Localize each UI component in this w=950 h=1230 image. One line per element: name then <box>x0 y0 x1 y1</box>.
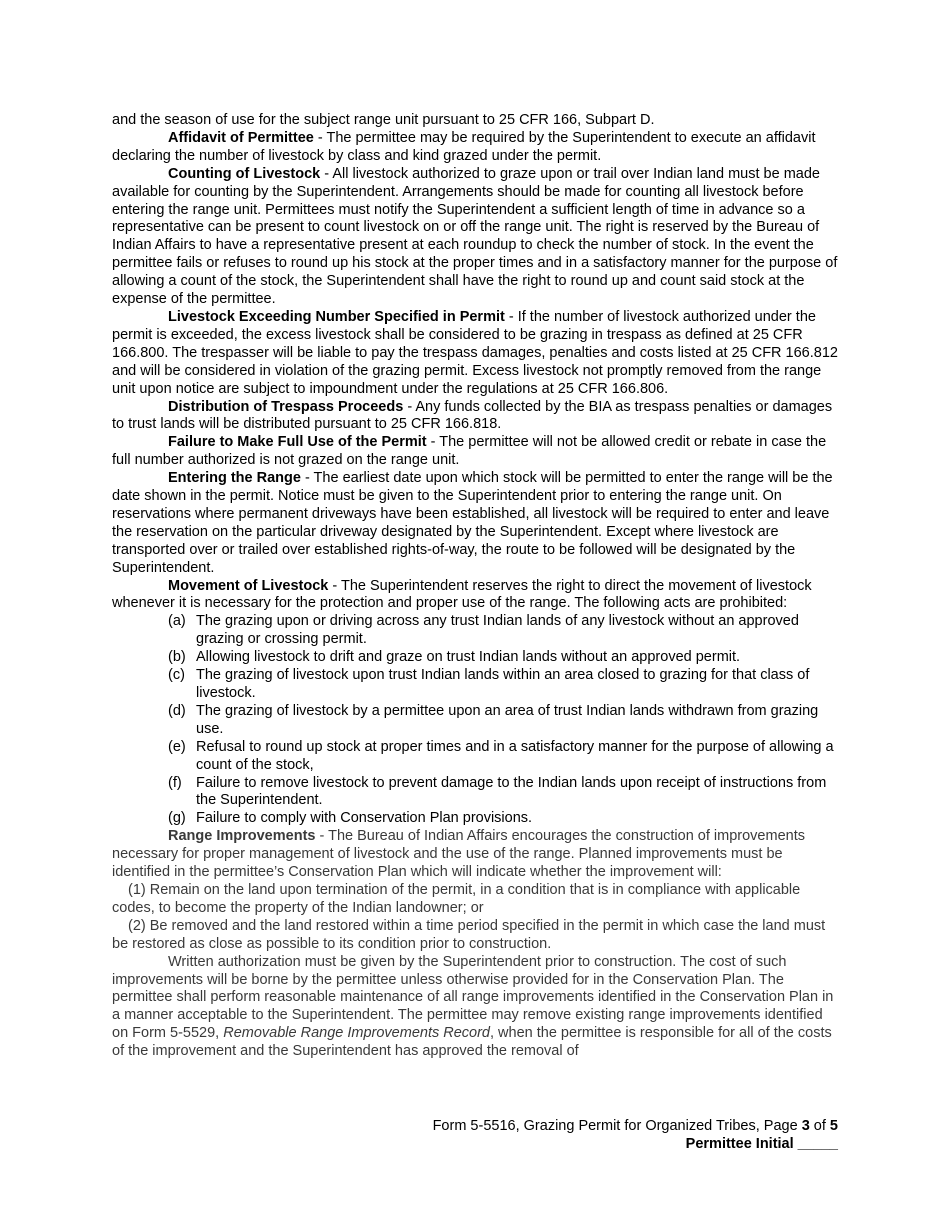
list-item <box>168 810 838 828</box>
failure-heading: Failure to Make Full Use of the Permit <box>168 434 427 451</box>
affidavit-text: - The permittee may be required by the Superintendent to execute an affidavit declaring the number of livestock by class and kind grazed under the permit. <box>112 129 816 164</box>
list-item-label: (c) <box>168 667 185 684</box>
movement-text: - The Superintendent reserves the right to direct the movement of livestock whenever it is necessary for the protection and proper use of the range. The following acts are prohibited: <box>112 577 812 612</box>
list-item-label: (f) <box>168 774 182 791</box>
range-improvements-paragraph <box>112 828 838 882</box>
entering-text: - The earliest date upon which stock will be permitted to enter the range will be the date shown in the permit. Notice must be given to the Superintendent prior to entering the range unit. On reservations where permanent driveways have been established, all livestock will be required to enter and leave the reservation on the particular driveway designated by the Superintendent. Except where livestock are transported over or trailed over established rights-of-way, the route to be followed will be designated by the Superintendent. <box>112 470 833 576</box>
failure-text: - The permittee will not be allowed credit or rebate in case the full number authorized is not grazed on the range unit. <box>112 434 827 469</box>
written-authorization-text: Written authorization must be given by the Superintendent prior to construction. The cost of such improvements will be borne by the permittee unless otherwise provided for in the Conservation Plan. The permittee shall perform reasonable maintenance of all range improvements identified in the Conservation Plan in a manner acceptable to the Superintendent. The permittee may remove existing range improvements identified on Form 5-5529, <box>112 953 834 1042</box>
list-item-label: (g) <box>168 810 186 827</box>
option-1-paragraph <box>112 882 838 918</box>
footer-page-number: 3 <box>801 1118 810 1134</box>
affidavit-heading: Affidavit of Permittee <box>168 129 314 146</box>
entering-paragraph <box>112 470 838 577</box>
list-item <box>168 703 838 739</box>
footer-form-title: Form 5-5516, Grazing Permit for Organized Tribes, Page <box>432 1118 802 1134</box>
permittee-initial-line: Permittee Initial _____ <box>685 1136 838 1152</box>
list-item-label: (b) <box>168 649 186 666</box>
counting-paragraph <box>112 166 838 309</box>
option-1-text: (1) Remain on the land upon termination of the permit, in a condition that is in compliance with applicable codes, to become the property of the Indian landowner; or <box>112 881 801 916</box>
movement-heading: Movement of Livestock <box>168 577 329 594</box>
footer-of: of <box>809 1118 830 1134</box>
list-item <box>168 667 838 703</box>
list-item <box>168 775 838 811</box>
distribution-heading: Distribution of Trespass Proceeds <box>168 398 404 415</box>
range-improvements-heading: Range Improvements <box>168 828 316 845</box>
written-authorization-tail: , when the permittee is responsible for all of the costs of the improvement and the Superintendent has approved the removal of <box>112 1025 832 1060</box>
counting-text: - All livestock authorized to graze upon or trail over Indian land must be made available for counting by the Superintendent. Arrangements should be made for counting all livestock before entering the range unit. Permittees must notify the Superintendent a sufficient length of time in advance so a representative can be present to count livestock on or off the range unit. The right is reserved by the Bureau of Indian Affairs to have a representative present at each roundup to check the number of stock. In the event the permittee fails or refuses to round up his stock at the proper times and in a satisfactory manner for the purpose of allowing a count of the stock, the Superintendent shall have the right to round up and count said stock at the expense of the permittee. <box>112 165 838 308</box>
list-item-text: Refusal to round up stock at proper times and in a satisfactory manner for the purpose of allowing a count of the stock, <box>196 738 834 773</box>
range-improvements-text: - The Bureau of Indian Affairs encourages the construction of improvements necessary for proper management of livestock and the use of the range. Planned improvements must be identified in the permittee’s Conservation Plan which will indicate whether the improvement will: <box>112 828 805 881</box>
document-body <box>112 112 838 1061</box>
exceeding-heading: Livestock Exceeding Number Specified in Permit <box>168 308 505 325</box>
footer-form-line <box>433 1117 838 1135</box>
failure-paragraph <box>112 434 838 470</box>
movement-paragraph <box>112 578 838 614</box>
prohibited-acts-list <box>112 613 838 828</box>
list-item-label: (a) <box>168 613 186 630</box>
list-item-text: The grazing of livestock by a permittee upon an area of trust Indian lands withdrawn from grazing use. <box>196 702 819 737</box>
exceeding-text: - If the number of livestock authorized under the permit is exceeded, the excess livestock shall be considered to be grazing in trespass as defined at 25 CFR 166.800. The trespasser will be liable to pay the trespass damages, penalties and costs listed at 25 CFR 166.812 and will be considered in violation of the grazing permit. Excess livestock not promptly removed from the range unit upon notice are subject to impoundment under the regulations at 25 CFR 166.806. <box>112 308 838 397</box>
list-item-text: The grazing of livestock upon trust Indian lands within an area closed to grazing for that class of livestock. <box>196 667 810 701</box>
list-item-text: Allowing livestock to drift and graze on trust Indian lands without an approved permit. <box>196 649 741 666</box>
list-item-text: The grazing upon or driving across any trust Indian lands of any livestock without an approved grazing or crossing permit. <box>196 613 799 648</box>
list-item-label: (d) <box>168 702 186 719</box>
footer-page-total: 5 <box>829 1118 838 1134</box>
list-item-text: Failure to comply with Conservation Plan provisions. <box>196 810 533 827</box>
list-item <box>168 649 838 667</box>
exceeding-paragraph <box>112 309 838 399</box>
list-item <box>168 739 838 775</box>
list-item-text: Failure to remove livestock to prevent damage to the Indian lands upon receipt of instructions from the Superintendent. <box>196 774 827 809</box>
affidavit-paragraph <box>112 130 838 166</box>
counting-heading: Counting of Livestock <box>168 165 321 182</box>
distribution-paragraph <box>112 399 838 435</box>
form-title-italic: Removable Range Improvements Record <box>223 1025 490 1042</box>
written-authorization-paragraph <box>112 954 838 1061</box>
list-item-label: (e) <box>168 738 186 755</box>
distribution-text: - Any funds collected by the BIA as trespass penalties or damages to trust lands will be distributed pursuant to 25 CFR 166.818. <box>112 398 833 433</box>
page-footer <box>433 1117 838 1153</box>
list-item <box>168 613 838 649</box>
option-2-text: (2) Be removed and the land restored within a time period specified in the permit in which case the land must be restored as close as possible to its condition prior to construction. <box>112 917 826 952</box>
option-2-paragraph <box>112 918 838 954</box>
intro-paragraph: and the season of use for the subject range unit pursuant to 25 CFR 166, Subpart D. <box>112 112 655 128</box>
entering-heading: Entering the Range <box>168 470 301 487</box>
